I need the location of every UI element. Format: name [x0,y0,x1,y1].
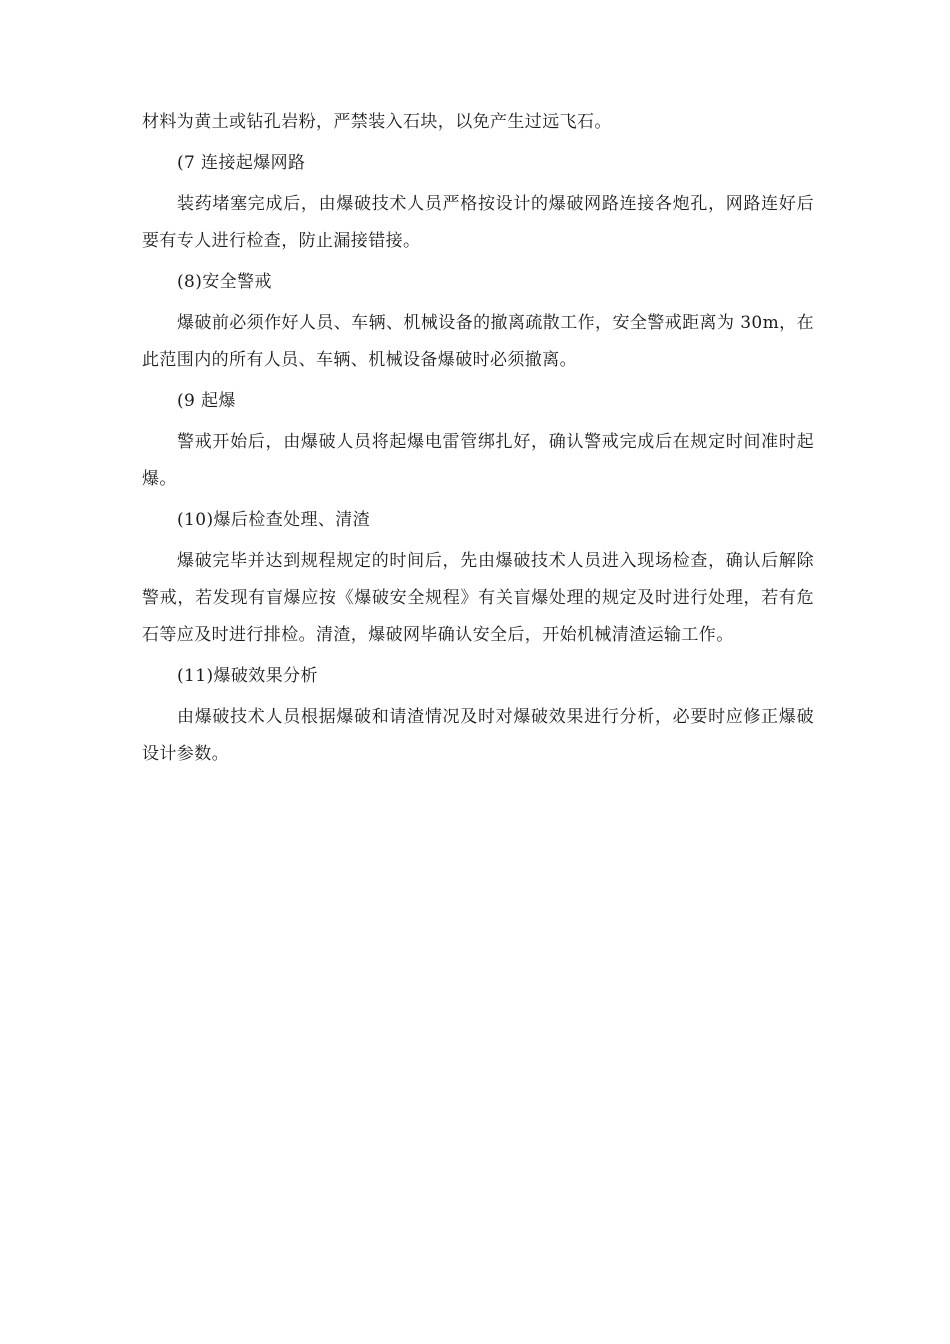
paragraph-detonation: 警戒开始后，由爆破人员将起爆电雷管绑扎好，确认警戒完成后在规定时间准时起爆。 [142,432,814,489]
paragraph-stemming-material: 材料为黄土或钻孔岩粉，严禁装入石块，以免产生过远飞石。 [142,112,612,132]
heading-detonation: (9 起爆 [177,391,236,411]
paragraph-safety-alert: 爆破前必须作好人员、车辆、机械设备的撤离疏散工作，安全警戒距离为 30m，在此范围内的所有人员、车辆、机械设备爆破时必须撤离。 [142,313,814,370]
heading-post-blast-check: (10)爆后检查处理、清渣 [177,510,371,530]
paragraph-connect-network: 装药堵塞完成后，由爆破技术人员严格按设计的爆破网路连接各炮孔，网路连好后要有专人进行检查，防止漏接错接。 [142,194,814,251]
document-body [142,104,814,777]
heading-safety-alert: (8)安全警戒 [177,272,272,292]
paragraph-blast-analysis: 由爆破技术人员根据爆破和请渣情况及时对爆破效果进行分析，必要时应修正爆破设计参数。 [142,707,814,764]
heading-blast-analysis: (11)爆破效果分析 [177,666,318,686]
paragraph-post-blast-check: 爆破完毕并达到规程规定的时间后，先由爆破技术人员进入现场检查，确认后解除警戒，若发现有盲爆应按《爆破安全规程》有关盲爆处理的规定及时进行处理，若有危石等应及时进行排检。清渣，爆破网毕确认安全后，开始机械清渣运输工作。 [142,551,814,645]
heading-connect-network: (7 连接起爆网路 [177,153,306,173]
